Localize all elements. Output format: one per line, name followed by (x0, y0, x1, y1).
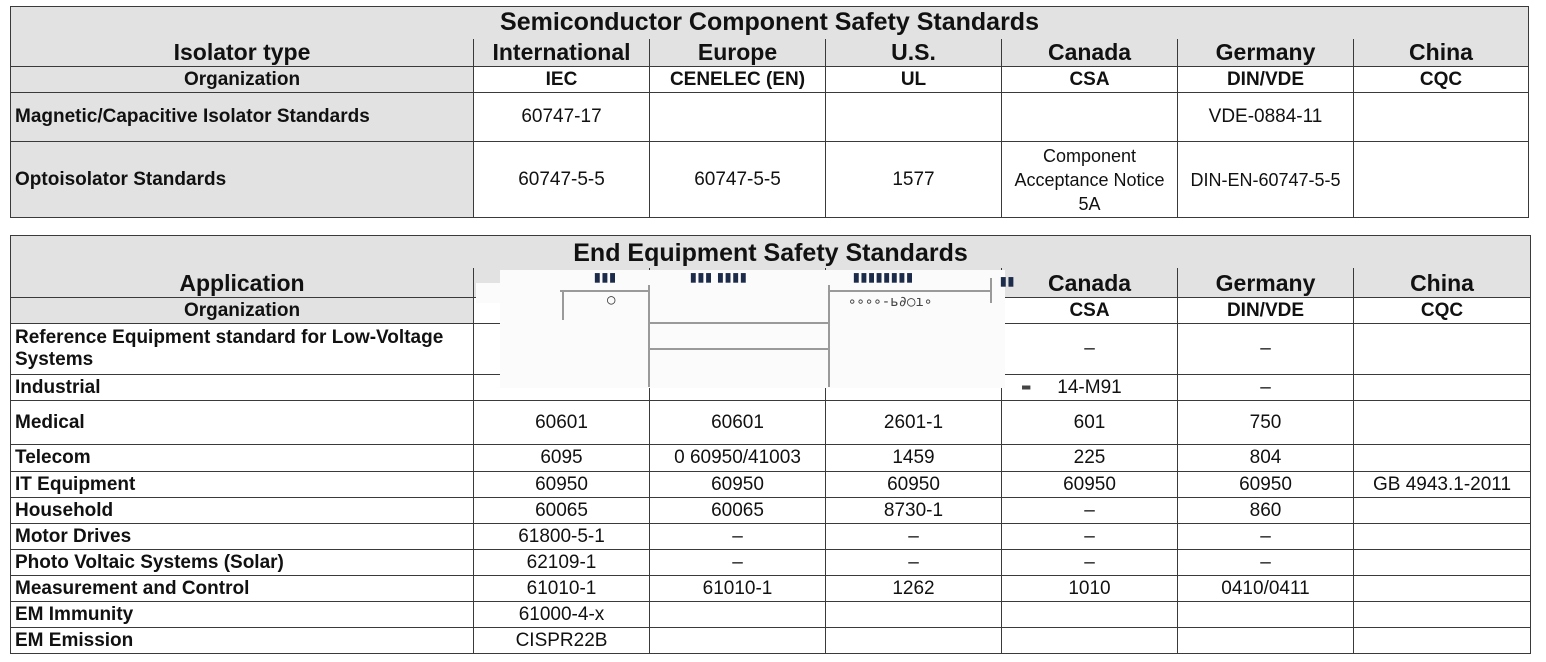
region-germany: Germany (1178, 39, 1354, 67)
cell (650, 93, 826, 142)
cell: 60601 (650, 401, 826, 445)
row-label: Industrial (11, 375, 474, 401)
cell: – (1002, 498, 1178, 524)
cell: 60950 (1002, 472, 1178, 498)
org-iec: IEC (474, 67, 650, 93)
row-label: Motor Drives (11, 524, 474, 550)
blip-mark: ▮▮▮ ▮▮▮▮ (690, 270, 748, 284)
cell (1354, 550, 1531, 576)
region-canada: Canada (1002, 268, 1178, 298)
region-europe: Europe (650, 39, 826, 67)
cell: 1577 (826, 142, 1002, 218)
region-canada: Canada (1002, 39, 1178, 67)
cell: – (1178, 524, 1354, 550)
row-label: Measurement and Control (11, 576, 474, 602)
cell: 14-M91 (1002, 375, 1178, 401)
cell: 6095 (474, 445, 650, 472)
cell: 60065 (474, 498, 650, 524)
cell: – (1002, 324, 1178, 375)
blip-mark: ▮▮ (1000, 274, 1016, 288)
cell: 804 (1178, 445, 1354, 472)
table-row (11, 498, 1531, 524)
table-row (11, 445, 1531, 472)
cell (650, 628, 826, 654)
org-csa: CSA (1002, 298, 1178, 324)
cell (826, 93, 1002, 142)
region-germany: Germany (1178, 268, 1354, 298)
cell: – (826, 524, 1002, 550)
cell (826, 602, 1002, 628)
row-label: Reference Equipment standard for Low-Voltage Systems (11, 324, 474, 375)
cell: 860 (1178, 498, 1354, 524)
table-row (11, 602, 1531, 628)
cell: – (1178, 324, 1354, 375)
cell: 60065 (650, 498, 826, 524)
cell: 61010-1 (474, 576, 650, 602)
region-us: U.S. (826, 39, 1002, 67)
cell: 1459 (826, 445, 1002, 472)
table-row (11, 472, 1531, 498)
cell: 601 (1002, 401, 1178, 445)
cell: 750 (1178, 401, 1354, 445)
row-label: Photo Voltaic Systems (Solar) (11, 550, 474, 576)
org-din-vde: DIN/VDE (1178, 67, 1354, 93)
row-label: Household (11, 498, 474, 524)
cell (650, 602, 826, 628)
cell: 8730-1 (826, 498, 1002, 524)
cell: 60950 (1178, 472, 1354, 498)
cell: 0 60950/41003 (650, 445, 826, 472)
cell (1354, 576, 1531, 602)
cell: 60950 (650, 472, 826, 498)
cell: DIN-EN-60747-5-5 (1178, 142, 1354, 218)
cell (1354, 602, 1531, 628)
row-label: Medical (11, 401, 474, 445)
region-international: International (474, 39, 650, 67)
table-row (11, 524, 1531, 550)
row-label: IT Equipment (11, 472, 474, 498)
cell: VDE-0884-11 (1178, 93, 1354, 142)
org-cqc: CQC (1354, 67, 1529, 93)
table2-first-header: Application (11, 268, 474, 298)
scribble-mark: ▬ (1022, 379, 1031, 395)
table-row (11, 576, 1531, 602)
cell (1178, 628, 1354, 654)
cell: Component Acceptance Notice 5A (1002, 142, 1178, 218)
row-label: EM Immunity (11, 602, 474, 628)
row-label: Optoisolator Standards (11, 142, 474, 218)
org-cenelec: CENELEC (EN) (650, 67, 826, 93)
table-row (11, 628, 1531, 654)
cell: 60601 (474, 401, 650, 445)
region-china: China (1354, 268, 1531, 298)
table-row (11, 401, 1531, 445)
cell: GB 4943.1-2011 (1354, 472, 1531, 498)
table-row (11, 550, 1531, 576)
table-row (11, 93, 1529, 142)
cell (1178, 602, 1354, 628)
table2-title: End Equipment Safety Standards (11, 236, 1531, 268)
cell (1002, 602, 1178, 628)
cell: – (650, 550, 826, 576)
org-csa: CSA (1002, 67, 1178, 93)
cell: 1010 (1002, 576, 1178, 602)
cell (826, 628, 1002, 654)
cell: – (1002, 524, 1178, 550)
org-ul: UL (826, 67, 1002, 93)
cell (1354, 401, 1531, 445)
cell (1002, 93, 1178, 142)
cell: 60747-17 (474, 93, 650, 142)
org-label: Organization (11, 67, 474, 93)
org-din-vde: DIN/VDE (1178, 298, 1354, 324)
row-label: Telecom (11, 445, 474, 472)
scribble-mark: ∘∘∘∘-ь∂○ı∘ (848, 294, 933, 310)
cell (1354, 498, 1531, 524)
blip-mark: ▮▮▮ (594, 270, 617, 284)
cell: 2601-1 (826, 401, 1002, 445)
table1-title: Semiconductor Component Safety Standards (11, 7, 1529, 39)
cell: – (826, 550, 1002, 576)
cell: – (1178, 375, 1354, 401)
cell: 225 (1002, 445, 1178, 472)
row-label: EM Emission (11, 628, 474, 654)
cell: – (1178, 550, 1354, 576)
table-row (11, 142, 1529, 218)
cell: 62109-1 (474, 550, 650, 576)
semiconductor-standards-table (10, 6, 1529, 218)
org-label: Organization (11, 298, 474, 324)
org-cqc: CQC (1354, 298, 1531, 324)
cell: 61000-4-x (474, 602, 650, 628)
cell (1354, 445, 1531, 472)
cell (1002, 628, 1178, 654)
cell: – (650, 524, 826, 550)
cell: 1262 (826, 576, 1002, 602)
cell: 60747-5-5 (474, 142, 650, 218)
cell: 60950 (474, 472, 650, 498)
cell (1354, 375, 1531, 401)
cell (1354, 628, 1531, 654)
cell: – (1002, 550, 1178, 576)
cell: 61010-1 (650, 576, 826, 602)
blip-mark: ▮▮▮▮▮▮▮▮ (853, 270, 914, 284)
table1-first-header: Isolator type (11, 39, 474, 67)
cell (1354, 324, 1531, 375)
scribble-mark: ○ (607, 292, 616, 308)
cell: 61800-5-1 (474, 524, 650, 550)
cell: 60747-5-5 (650, 142, 826, 218)
cell: 60950 (826, 472, 1002, 498)
cell (1354, 93, 1529, 142)
cell (1354, 142, 1529, 218)
cell (1354, 524, 1531, 550)
region-china: China (1354, 39, 1529, 67)
cell: 0410/0411 (1178, 576, 1354, 602)
cell: CISPR22B (474, 628, 650, 654)
row-label: Magnetic/Capacitive Isolator Standards (11, 93, 474, 142)
